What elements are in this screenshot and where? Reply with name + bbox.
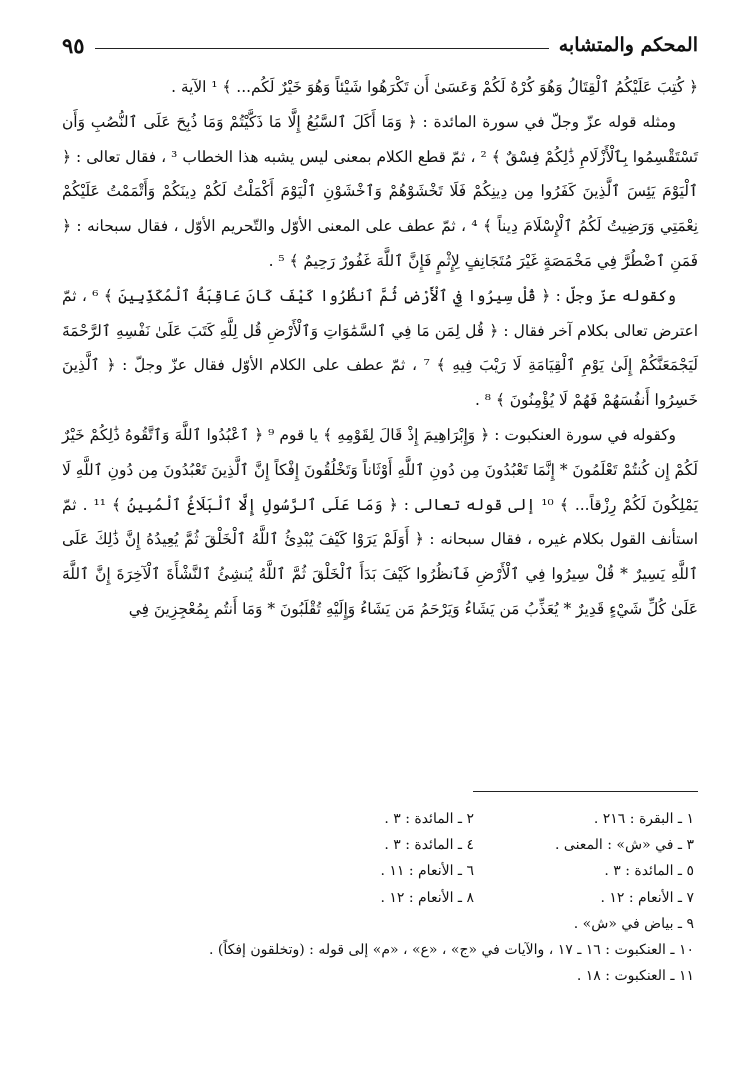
footnote-row bbox=[62, 806, 694, 832]
footnote-11: ١١ ـ العنكبوت : ١٨ . bbox=[576, 968, 694, 985]
page-header bbox=[62, 30, 698, 60]
footnote-row bbox=[62, 885, 694, 911]
paragraph-1: ﴿ كُتِبَ عَلَيْكُمُ ٱلْقِتَالُ وَهُوَ كُرْهٌ لَكُمْ وَعَسَىٰ أَن تَكْرَهُوا شَيْئاً وَهُوَ خَيْرٌ لَكُم... ﴾ ¹ الآية . bbox=[171, 78, 698, 96]
header-rule bbox=[95, 48, 549, 49]
footnote-8: ٨ ـ الأنعام : ١٢ . bbox=[380, 889, 474, 906]
footnote-7: ٧ ـ الأنعام : ١٢ . bbox=[600, 889, 694, 906]
paragraph-2: ومثله قوله عزّ وجلّ في سورة المائدة : ﴿ وَمَا أَكَلَ ٱلسَّبُعُ إِلَّا مَا ذَكَّيْتُمْ وَمَا ذُبِحَ عَلَى ٱلنُّصُبِ وَأَن تَسْتَقْسِمُوا بِٱلْأَزْلَامِ ذَٰلِكُمْ فِسْقٌ ﴾ ² ، ثمّ قطع الكلام بمعنى ليس يشبه هذا الخطاب ³ ، فقال تعالى : ﴿ ٱلْيَوْمَ يَئِسَ ٱلَّذِينَ كَفَرُوا مِن دِينِكُمْ فَلَا تَخْشَوْهُمْ وَٱخْشَوْنِ ٱلْيَوْمَ أَكْمَلْتُ لَكُمْ دِينَكُمْ وَأَتْمَمْتُ عَلَيْكُمْ نِعْمَتِي وَرَضِيتُ لَكُمُ ٱلْإِسْلَامَ دِيناً ﴾ ⁴ ، ثمّ عطف على المعنى الأوّل والتّحريم الأوّل ، فقال سبحانه : ﴿ فَمَنِ ٱضْطُرَّ فِي مَخْمَصَةٍ غَيْرَ مُتَجَانِفٍ لِإِثْمٍ فَإِنَّ ٱللَّهَ غَفُورٌ رَحِيمٌ ﴾ ⁵ . bbox=[62, 112, 699, 270]
page-number: ٩٥ bbox=[62, 32, 85, 58]
running-title: المحكم والمتشابه bbox=[558, 34, 698, 56]
footnote-9: ٩ ـ بياض في «ش» . bbox=[573, 915, 694, 932]
footnote-4: ٤ ـ المائدة : ٣ . bbox=[384, 837, 474, 854]
footnotes bbox=[62, 806, 694, 989]
footnote-row bbox=[62, 832, 694, 858]
footnote-5: ٥ ـ المائدة : ٣ . bbox=[604, 863, 694, 880]
footnote-6: ٦ ـ الأنعام : ١١ . bbox=[380, 863, 474, 880]
footnote-row bbox=[62, 858, 694, 884]
paragraph-4: وكقوله في سورة العنكبوت : ﴿ وَإِبْرَاهِيمَ إِذْ قَالَ لِقَوْمِهِ ﴾ يا قوم ⁹ ﴿ ٱعْبُدُوا ٱللَّهَ وَٱتَّقُوهُ ذَٰلِكُمْ خَيْرٌ لَكُمْ إِن كُنتُمْ تَعْلَمُونَ * إِنَّمَا تَعْبُدُونَ مِن دُونِ ٱللَّهِ أَوْثَاناً وَتَخْلُقُونَ إِفْكاً إِنَّ ٱلَّذِينَ تَعْبُدُونَ مِن دُونِ ٱللَّهِ لَا يَمْلِكُونَ لَكُمْ رِزْقاً... ﴾ ¹⁰ إلى قوله تعالى : ﴿ وَمَا عَلَى ٱلرَّسُولِ إِلَّا ٱلْبَلَاغُ ٱلْمُبِينُ ﴾ ¹¹ . ثمّ استأنف القول بكلام غيره ، فقال سبحانه : ﴿ أَوَلَمْ يَرَوْا كَيْفَ يُبْدِئُ ٱللَّهُ ٱلْخَلْقَ ثُمَّ يُعِيدُهُ إِنَّ ذَٰلِكَ عَلَى ٱللَّهِ يَسِيرٌ * قُلْ سِيرُوا فِي ٱلْأَرْضِ فَٱنظُرُوا كَيْفَ بَدَأَ ٱلْخَلْقَ ثُمَّ ٱللَّهُ يُنشِئُ ٱلنَّشْأَةَ ٱلْآخِرَةَ إِنَّ ٱللَّهَ عَلَىٰ كُلِّ شَيْءٍ قَدِيرٌ * يُعَذِّبُ مَن يَشَاءُ وَيَرْحَمُ مَن يَشَاءُ وَإِلَيْهِ تُقْلَبُونَ * وَمَا أَنتُم بِمُعْجِزِينَ فِي bbox=[62, 425, 698, 618]
footnote-3: ٣ ـ في «ش» : المعنى . bbox=[555, 837, 694, 854]
main-text bbox=[62, 70, 698, 627]
footnote-10: ١٠ ـ العنكبوت : ١٦ ـ ١٧ ، والآيات في «ج» ، «ع» ، «م» إلى قوله : (وتخلقون إفكاً) . bbox=[208, 942, 694, 959]
paragraph-3: وكقوله عزّ وجلّ : ﴿ قُلْ سِيرُوا فِي ٱلْأَرْضِ ثُمَّ ٱنظُرُوا كَيْفَ كَانَ عَاقِبَةُ ٱلْمُكَذِّبِينَ ﴾ ⁶ ، ثمّ اعترض تعالى بكلام آخر فقال : ﴿ قُل لِمَن مَا فِي ٱلسَّمَٰوَاتِ وَٱلْأَرْضِ قُل لِلَّهِ كَتَبَ عَلَىٰ نَفْسِهِ ٱلرَّحْمَةَ لَيَجْمَعَنَّكُمْ إِلَىٰ يَوْمِ ٱلْقِيَامَةِ لَا رَيْبَ فِيهِ ﴾ ⁷ ، ثمّ عطف على الكلام الأوّل فقال عزّ وجلّ : ﴿ ٱلَّذِينَ خَسِرُوا أَنفُسَهُمْ فَهُمْ لَا يُؤْمِنُونَ ﴾ ⁸ . bbox=[62, 286, 698, 410]
footnote-2: ٢ ـ المائدة : ٣ . bbox=[384, 811, 474, 827]
footnote-separator bbox=[473, 791, 698, 792]
footnote-1: ١ ـ البقرة : ٢١٦ . bbox=[593, 811, 694, 827]
